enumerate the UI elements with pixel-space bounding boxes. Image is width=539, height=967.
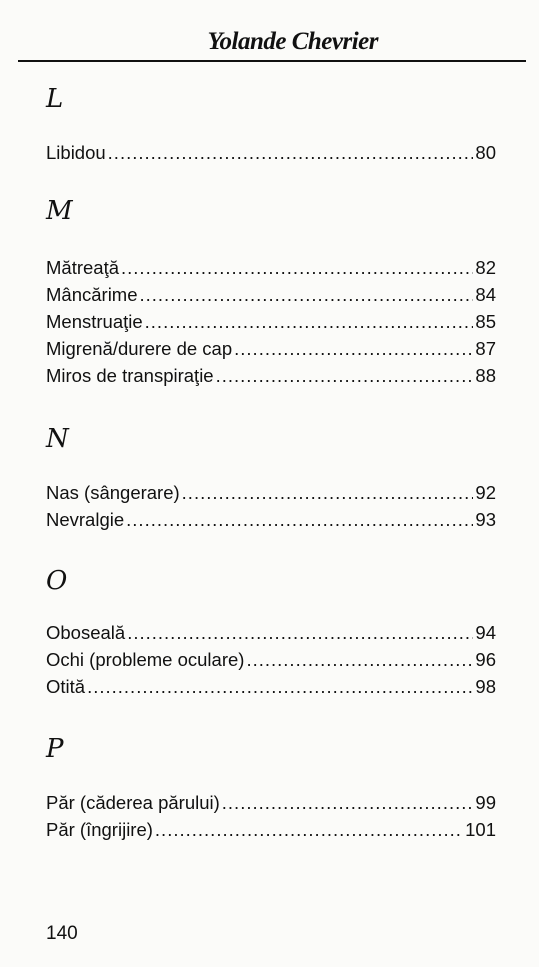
entry-title: Migrenă/durere de cap <box>46 338 233 359</box>
index-entry <box>46 141 496 165</box>
leader-dots <box>216 364 474 388</box>
leader-dots <box>155 818 463 842</box>
section-letter-m: M <box>46 196 73 226</box>
entry-page: 101 <box>465 819 496 840</box>
entry-page: 80 <box>475 142 496 163</box>
leader-dots <box>127 621 473 645</box>
section-letter-n: N <box>46 424 69 454</box>
entry-page: 82 <box>475 257 496 278</box>
leader-dots <box>87 675 473 699</box>
entry-title: Păr (căderea părului) <box>46 792 220 813</box>
section-letter-p: P <box>46 734 64 764</box>
entry-page: 93 <box>475 509 496 530</box>
leader-dots <box>126 508 473 532</box>
leader-dots <box>145 310 474 334</box>
index-entry <box>46 481 496 505</box>
leader-dots <box>121 256 473 280</box>
entry-title: Otită <box>46 676 86 697</box>
index-entry <box>46 621 496 645</box>
leader-dots <box>108 141 474 165</box>
entry-title: Libidou <box>46 142 106 163</box>
section-letter-l: L <box>46 84 64 114</box>
leader-dots <box>246 648 473 672</box>
author-name: Yolande Chevrier <box>207 28 378 55</box>
running-header <box>18 20 526 62</box>
entry-title: Păr (îngrijire) <box>46 819 153 840</box>
page-number: 140 <box>46 923 78 944</box>
entry-page: 92 <box>475 482 496 503</box>
leader-dots <box>222 791 474 815</box>
entry-page: 94 <box>475 622 496 643</box>
entry-title: Nevralgie <box>46 509 125 530</box>
entry-title: Nas (sângerare) <box>46 482 180 503</box>
index-entry <box>46 791 496 815</box>
index-entry <box>46 648 496 672</box>
entry-page: 85 <box>475 311 496 332</box>
entry-page: 88 <box>475 365 496 386</box>
index-entry <box>46 818 496 842</box>
entry-title: Menstruaţie <box>46 311 143 332</box>
entry-page: 98 <box>475 676 496 697</box>
index-entry <box>46 364 496 388</box>
entry-page: 99 <box>475 792 496 813</box>
leader-dots <box>140 283 474 307</box>
section-letter-o: O <box>46 566 68 596</box>
index-entry <box>46 310 496 334</box>
entry-page: 96 <box>475 649 496 670</box>
entry-page: 84 <box>475 284 496 305</box>
index-entry <box>46 256 496 280</box>
index-entry <box>46 337 496 361</box>
index-entry <box>46 675 496 699</box>
entry-title: Oboseală <box>46 622 126 643</box>
index-entry <box>46 283 496 307</box>
leader-dots <box>234 337 473 361</box>
index-entry <box>46 508 496 532</box>
entry-title: Mătreaţă <box>46 257 120 278</box>
entry-title: Ochi (probleme oculare) <box>46 649 245 670</box>
entry-title: Mâncărime <box>46 284 138 305</box>
entry-page: 87 <box>475 338 496 359</box>
entry-title: Miros de transpiraţie <box>46 365 214 386</box>
leader-dots <box>182 481 474 505</box>
